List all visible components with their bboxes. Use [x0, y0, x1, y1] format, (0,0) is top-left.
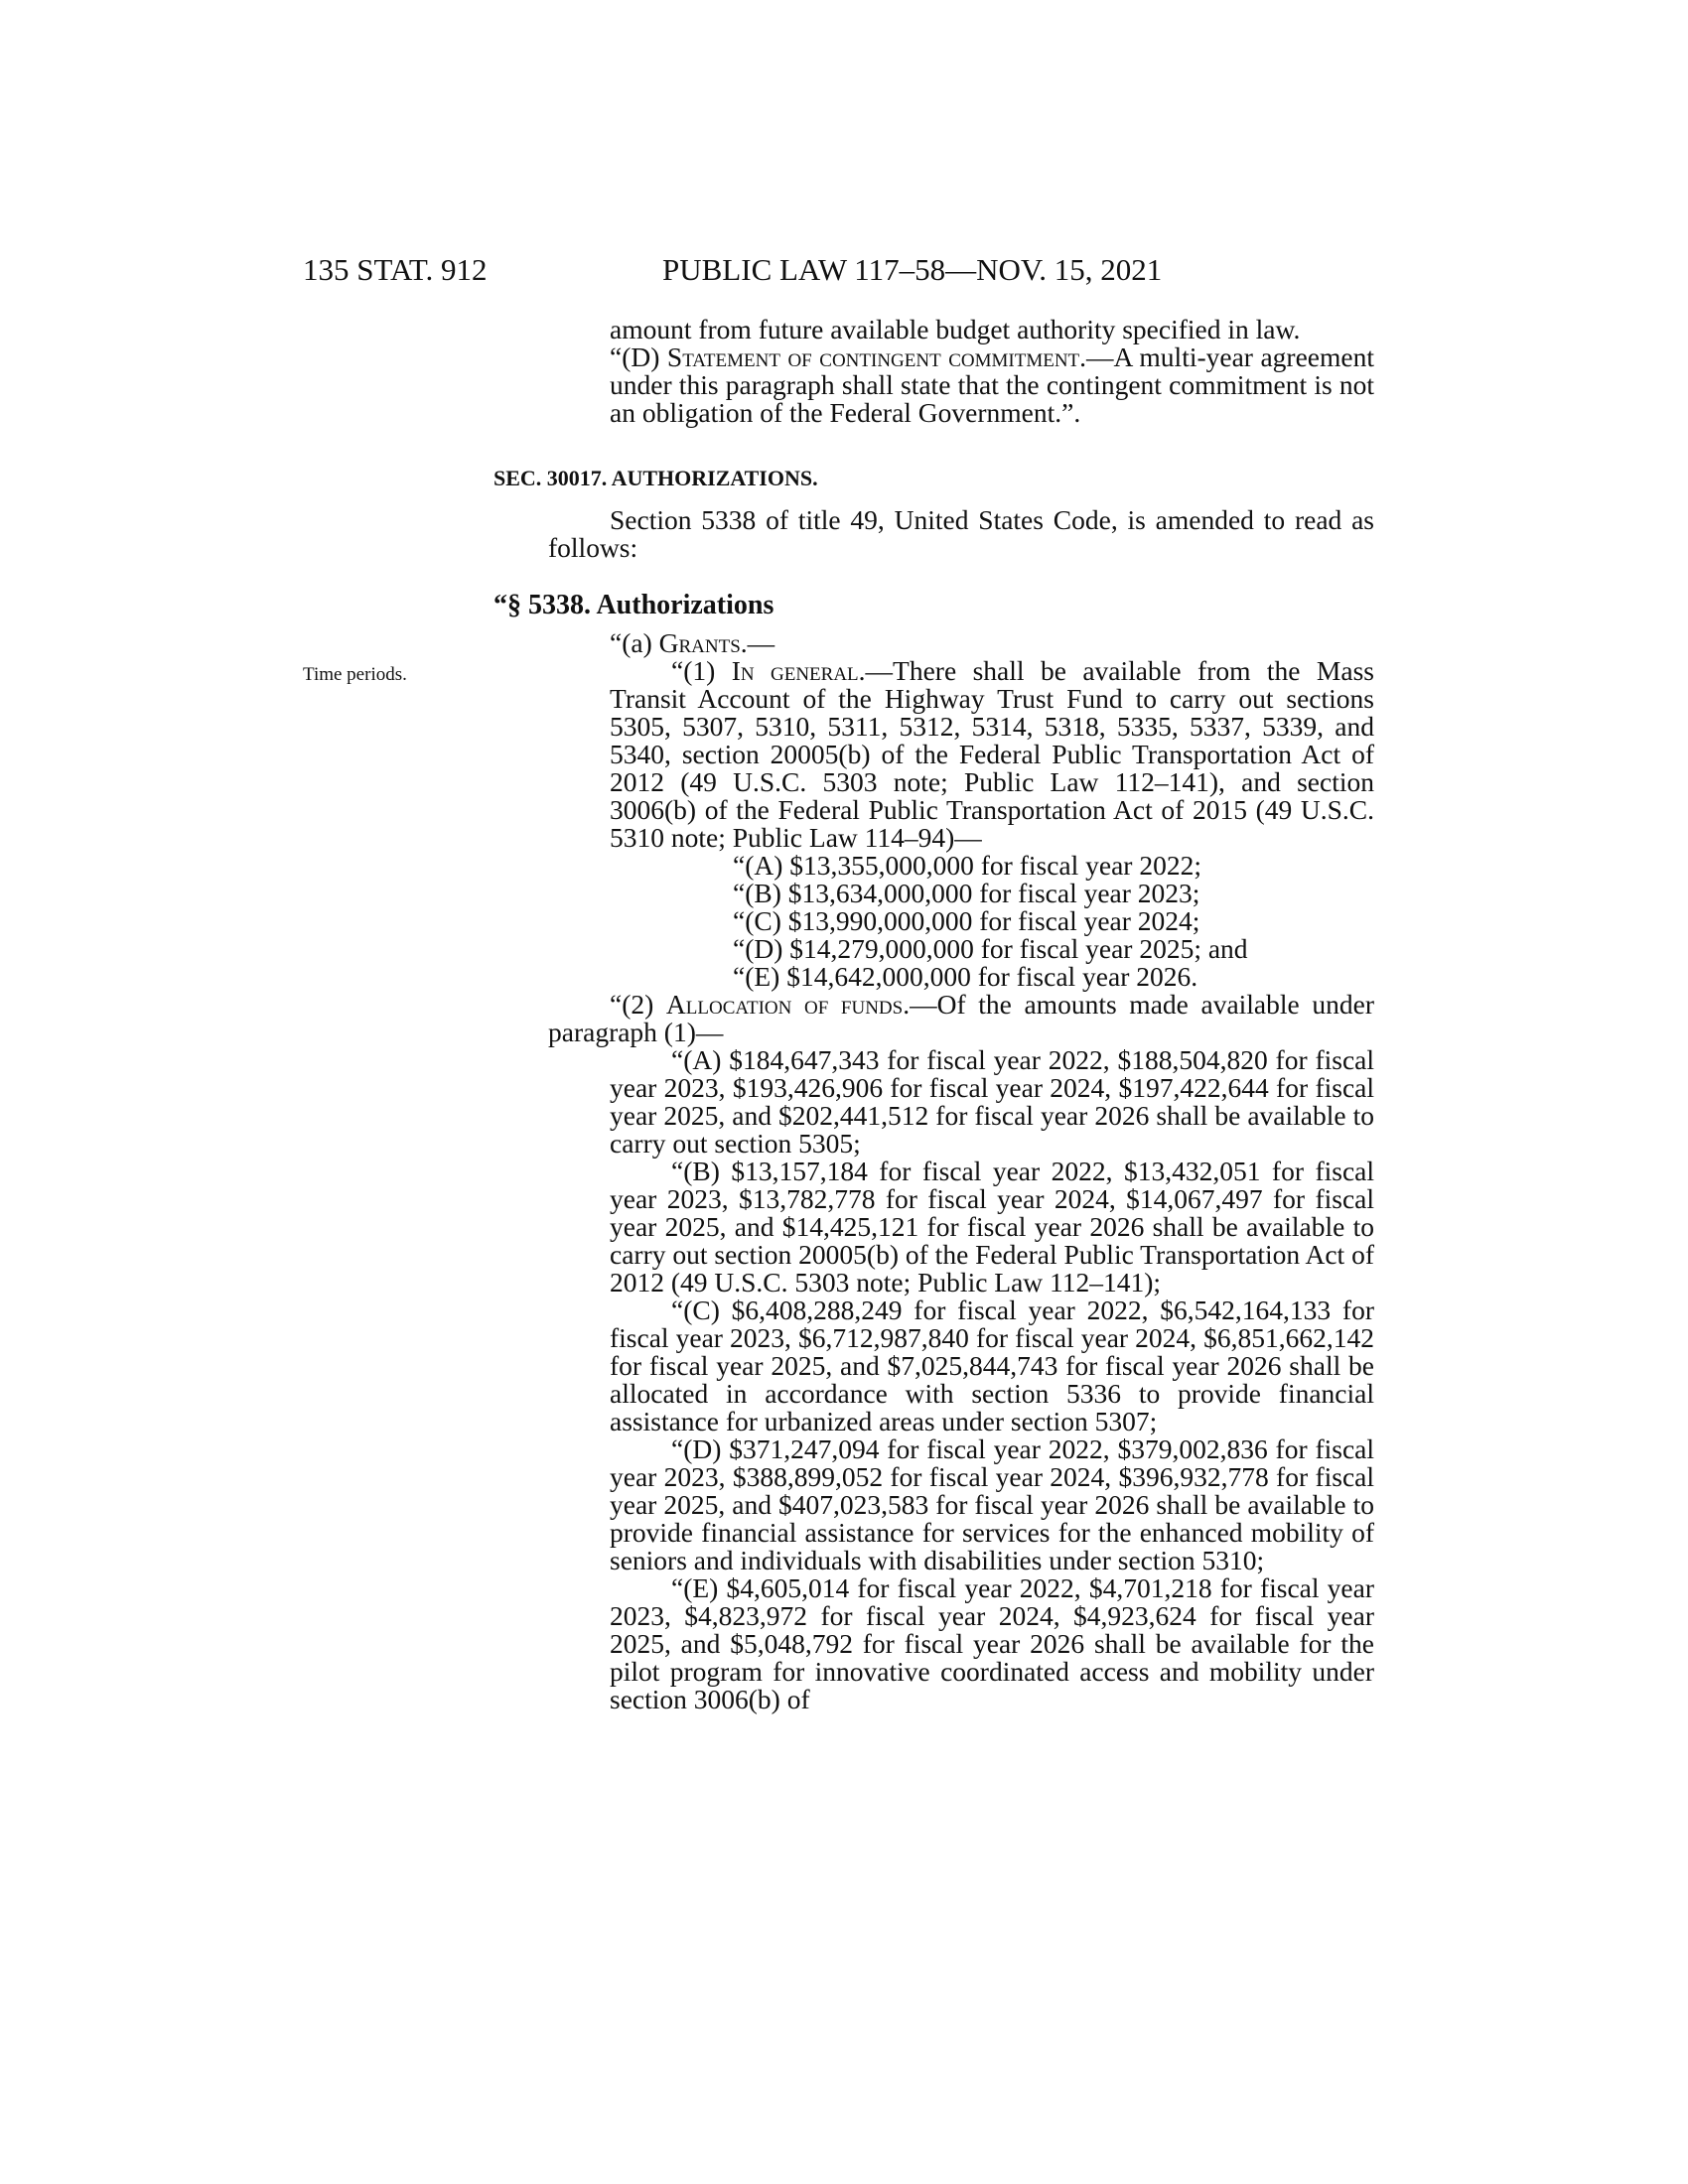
allocation-item: “(E) $4,605,014 for fiscal year 2022, $4,701,218 for fiscal year 2023, $4,823,972 for fiscal year 2024, $4,923,624 for fiscal year 2025, and $5,048,792 for fiscal year 2026 shall be available for the pilot program for innovative coordinated access and mobility under section 3006(b) of: [610, 1572, 1374, 1714]
paragraph-in-general: [548, 657, 1374, 852]
paragraph-allocation: [548, 991, 1374, 1046]
subsection-label: “(a): [610, 627, 659, 658]
allocation-item: “(B) $13,157,184 for fiscal year 2022, $13,432,051 for fiscal year 2023, $13,782,778 for fiscal year 2024, $14,067,497 for fiscal year 2025, and $14,425,121 for fiscal year 2026 shall be available to carry out section 20005(b) of the Federal Public Transportation Act of 2012 (49 U.S.C. 5303 note; Public Law 112–141);: [610, 1156, 1374, 1297]
section-heading: SEC. 30017. AUTHORIZATIONS.: [493, 466, 818, 490]
section-title: “§ 5338. Authorizations: [493, 590, 774, 620]
paragraph-label: “(D): [610, 341, 667, 372]
paragraph-text: .—A multi-year agreement under this paragraph shall state that the contingent commitment is not an obligation of the Federal Government.”.: [610, 341, 1374, 428]
public-law-citation: PUBLIC LAW 117–58—NOV. 15, 2021: [662, 252, 1163, 287]
subsection-heading: Grants: [658, 627, 741, 658]
page-header: [0, 250, 1688, 290]
list-item: “(C) $13,990,000,000 for fiscal year 2024;: [733, 905, 1200, 936]
paragraph-heading: In general: [731, 655, 859, 686]
paragraph-label: “(1): [671, 655, 732, 686]
list-item: “(B) $13,634,000,000 for fiscal year 2023;: [733, 878, 1200, 908]
list-item: “(A) $13,355,000,000 for fiscal year 2022;: [733, 850, 1201, 881]
allocation-item: “(C) $6,408,288,249 for fiscal year 2022, $6,542,164,133 for fiscal year 2023, $6,712,987,840 for fiscal year 2024, $6,851,662,142 for fiscal year 2025, and $7,025,844,743 for fiscal year 2026 shall be allocated in accordance with section 5336 to provide financial assistance for urbanized areas under section 5307;: [610, 1295, 1374, 1436]
allocation-item: “(D) $371,247,094 for fiscal year 2022, $379,002,836 for fiscal year 2023, $388,899,052 for fiscal year 2024, $396,932,778 for fiscal year 2025, and $407,023,583 for fiscal year 2026 shall be available to provide financial assistance for services for the enhanced mobility of seniors and individuals with disabilities under section 5310;: [610, 1433, 1374, 1575]
subsection-heading-tail: .—: [740, 627, 775, 658]
allocation-item: “(A) $184,647,343 for fiscal year 2022, $188,504,820 for fiscal year 2023, $193,426,906 for fiscal year 2024, $197,422,644 for fiscal year 2025, and $202,441,512 for fiscal year 2026 shall be available to carry out section 5305;: [610, 1044, 1374, 1159]
paragraph-heading: Statement of contingent commitment: [666, 341, 1080, 372]
paragraph-heading: Allocation of funds: [665, 989, 904, 1020]
paragraph-contingent-commitment: [548, 343, 1374, 427]
paragraph-continuation: amount from future available budget authority specified in law.: [610, 314, 1301, 344]
paragraph-amendment: Section 5338 of title 49, United States Code, is amended to read as follows:: [548, 504, 1374, 563]
list-item: “(E) $14,642,000,000 for fiscal year 2026.: [733, 961, 1198, 992]
margin-note: Time periods.: [303, 664, 407, 685]
subsection-a-heading: [548, 629, 1374, 657]
statute-page-number: 135 STAT. 912: [303, 252, 488, 287]
document-body: [493, 314, 1374, 1714]
paragraph-text: .—Of the amounts made available under paragraph (1)—: [548, 989, 1374, 1047]
paragraph-text: .—There shall be available from the Mass Transit Account of the Highway Trust Fund to carry out sections 5305, 5307, 5310, 5311, 5312, 5314, 5318, 5335, 5337, 5339, and 5340, section 20005(b) of the Federal Public Transportation Act of 2012 (49 U.S.C. 5303 note; Public Law 112–141), and section 3006(b) of the Federal Public Transportation Act of 2015 (49 U.S.C. 5310 note; Public Law 114–94)—: [610, 655, 1374, 853]
paragraph-label: “(2): [610, 989, 666, 1020]
list-item: “(D) $14,279,000,000 for fiscal year 2025; and: [733, 933, 1248, 964]
